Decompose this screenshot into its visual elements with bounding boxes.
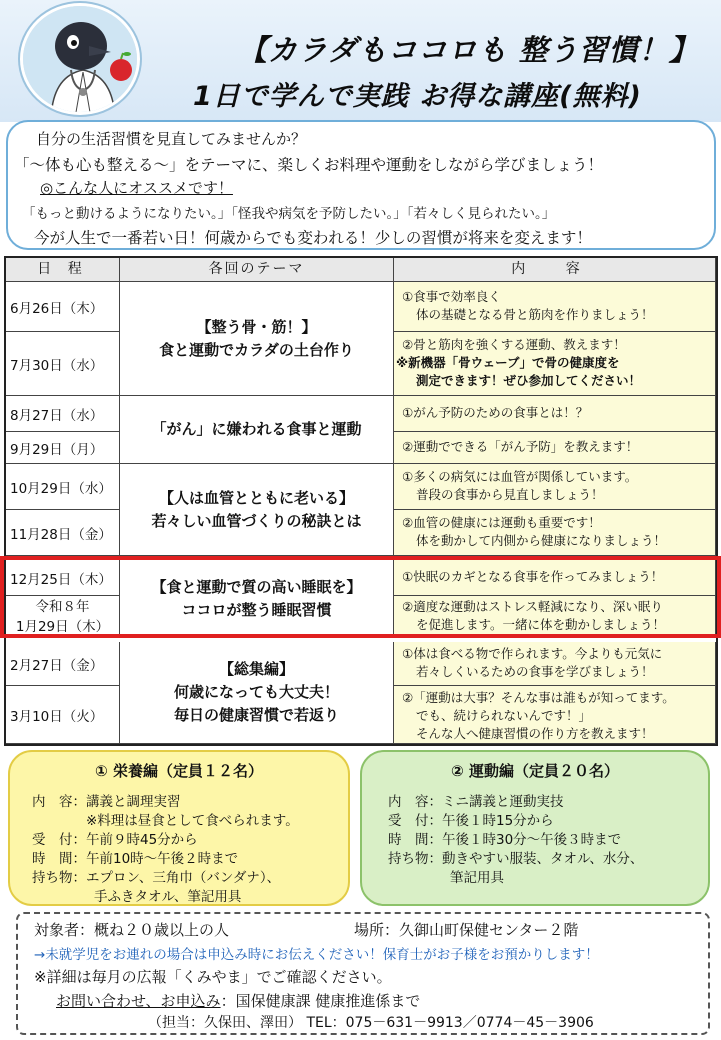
session-4-theme-line-2: ココロが整う睡眠習慣: [181, 600, 332, 619]
exercise-line-1: 内 容：ミニ講義と運動実技: [388, 794, 564, 810]
schedule-table: [4, 256, 718, 746]
crow-doctor-mascot-icon: [20, 3, 140, 115]
session-5-date-1: 2月27日（金）: [6, 642, 120, 686]
detail-note: ※詳細は毎月の広報「くみやま」でご確認ください。: [34, 968, 392, 986]
session-3-theme: [120, 464, 394, 556]
session-2-content-1-line-1: ①がん予防のための食事とは！？: [402, 405, 589, 420]
childcare-note: →未就学児をお連れの場合は申込み時にお伝えください！保育士がお子様をお預かりします！: [34, 947, 599, 963]
session-4-date-2: [6, 596, 120, 638]
nutrition-line-1: 内 容：講義と調理実習: [32, 794, 181, 810]
session-5-date-2: 3月10日（火）: [6, 686, 120, 744]
session-3-content-2-line-1: ②血管の健康には運動も重要です！: [402, 515, 601, 530]
exercise-line-3: 時 間：午後１時30分～午後３時まで: [388, 832, 622, 848]
session-5-content-2: [394, 686, 716, 744]
footer-info-box: [16, 912, 710, 1035]
session-3-theme-line-2: 若々しい血管づくりの秘訣とは: [151, 511, 362, 530]
intro-recommend-heading: ◎こんな人にオススメです！: [40, 179, 233, 197]
session-5-content-2-line-3: そんな人へ健康習慣の作り方を教えます！: [416, 726, 654, 741]
exercise-line-2: 受 付：午後１時15分から: [388, 813, 554, 829]
session-5-theme-line-3: 毎日の健康習慣で若返り: [173, 706, 339, 724]
session-1-content-2-line-2: ※新機器「骨ウェーブ」で骨の健康度を: [396, 355, 620, 370]
session-4-content-2-line-1: ②適度な運動はストレス軽減になり、深い眠り: [402, 599, 663, 614]
title-line-2: 1日で学んで実践 お得な講座(無料): [193, 81, 642, 112]
session-1-theme-line-1: 【整う骨・筋！】: [196, 317, 317, 336]
session-3-content-1-line-2: 普段の食事から見直しましょう！: [416, 487, 604, 502]
session-5-content-1-line-2: 若々しくいるための食事を学びましょう！: [416, 664, 654, 679]
nutrition-line-4: 時 間：午前10時～午後２時まで: [32, 851, 239, 867]
nutrition-title: ① 栄養編（定員１２名）: [95, 762, 263, 780]
session-1-content-1-line-1: ①食事で効率良く: [402, 289, 501, 304]
session-3-content-2-line-2: 体を動かして内側から健康になりましょう！: [416, 533, 667, 548]
row-gap: [6, 638, 716, 642]
session-5-content-2-line-1: ②「運動は大事？そんな事は誰もが知ってます。: [402, 690, 675, 705]
session-2-date-1: 8月27日（水）: [6, 396, 120, 432]
session-1-content-2-line-3: 測定できます！ぜひ参加してください！: [416, 373, 642, 388]
exercise-line-5: 筆記用具: [450, 870, 504, 886]
session-2-theme-line-1: 「がん」に嫌われる食事と運動: [151, 420, 362, 438]
venue: 場所：久御山町保健センター２階: [354, 921, 579, 939]
target-audience: 対象者：概ね２０歳以上の人: [34, 921, 230, 939]
session-3-date-2: 11月28日（金）: [6, 510, 120, 556]
session-4-theme: [120, 560, 394, 638]
session-5-theme-line-2: 何歳になっても大丈夫！: [173, 683, 339, 701]
title-line-1: 【カラダもココロも 整う習慣！】: [238, 33, 699, 67]
session-2-date-2: 9月29日（月）: [6, 432, 120, 464]
intro-line-2: 「～体も心も整える～」をテーマに、楽しくお料理や運動をしながら学びましょう！: [14, 156, 604, 174]
nutrition-line-5: 持ち物：エプロン、三角巾（バンダナ）、: [32, 870, 281, 886]
header-content: 内 容: [394, 258, 716, 282]
session-5-content-1: [394, 642, 716, 686]
session-4-content-1-line-1: ①快眠のカギとなる食事を作ってみましょう！: [402, 569, 664, 584]
intro-line-5: 今が人生で一番若い日！何歳からでも変われる！少しの習慣が将来を変えます！: [34, 229, 592, 247]
session-1-content-2: [394, 332, 716, 396]
session-2-theme: [120, 396, 394, 464]
nutrition-course-box: [8, 750, 350, 906]
session-1-content-1: [394, 282, 716, 332]
session-2-content-2-line-1: ②運動でできる「がん予防」を教えます！: [402, 439, 639, 454]
nutrition-line-3: 受 付：午前９時45分から: [32, 832, 198, 848]
session-2-content-2: [394, 432, 716, 464]
session-4-content-1: [394, 560, 716, 596]
session-4-date-2-value: 1月29日（木）: [15, 618, 110, 635]
contact-tel: （担当：久保田、澤田） TEL：075－631－9913／0774－45－3906: [148, 1015, 594, 1031]
session-4-content-2-line-2: を促進します。一緒に体を動かしましょう！: [416, 617, 666, 632]
header-theme: 各回のテーマ: [120, 258, 394, 282]
session-4-theme-line-1: 【食と運動で質の高い睡眠を】: [151, 577, 362, 596]
nutrition-line-6: 手ふきタオル、筆記用具: [94, 889, 242, 905]
session-1-date-2: 7月30日（水）: [6, 332, 120, 396]
contact-value: ：国保健康課 健康推進係まで: [220, 992, 421, 1010]
header-banner: [0, 0, 721, 122]
session-4-era: 令和８年: [35, 598, 90, 615]
nutrition-line-2: ※料理は昼食として食べられます。: [86, 813, 299, 829]
contact-label: お問い合わせ、お申込み: [56, 992, 221, 1010]
session-4-content-2: [394, 596, 716, 638]
contact-line: [56, 990, 420, 1011]
session-1-theme-line-2: 食と運動でカラダの土台作り: [159, 340, 354, 359]
exercise-course-box: [360, 750, 710, 906]
header-date: 日 程: [6, 258, 120, 282]
session-3-theme-line-1: 【人は血管とともに老いる】: [158, 488, 354, 507]
session-3-content-1-line-1: ①多くの病気には血管が関係しています。: [402, 469, 638, 484]
session-3-content-1: [394, 464, 716, 510]
session-5-content-2-line-2: でも、続けられないんです！」: [416, 708, 592, 723]
session-5-theme-line-1: 【総集編】: [218, 660, 294, 678]
intro-box: [6, 120, 716, 250]
session-1-content-2-line-1: ②骨と筋肉を強くする運動、教えます！: [402, 337, 626, 352]
session-2-content-1: [394, 396, 716, 432]
exercise-title: ② 運動編（定員２０名）: [451, 762, 619, 780]
session-3-date-1: 10月29日（水）: [6, 464, 120, 510]
session-1-theme: [120, 282, 394, 396]
session-5-theme: [120, 642, 394, 744]
session-5-content-1-line-1: ①体は食べる物で作られます。今よりも元気に: [402, 646, 663, 661]
exercise-line-4: 持ち物：動きやすい服装、タオル、水分、: [388, 851, 644, 867]
session-1-date-1: 6月26日（木）: [6, 282, 120, 332]
session-3-content-2: [394, 510, 716, 556]
intro-line-1: 自分の生活習慣を見直してみませんか？: [36, 130, 307, 148]
session-4-date-1: 12月25日（木）: [6, 560, 120, 596]
intro-line-4: 「もっと動けるようになりたい。」「怪我や病気を予防したい。」「若々しく見られたい。」: [22, 206, 556, 222]
row-gap: [6, 556, 716, 560]
session-1-content-1-line-2: 体の基礎となる骨と筋肉を作りましょう！: [416, 307, 654, 322]
